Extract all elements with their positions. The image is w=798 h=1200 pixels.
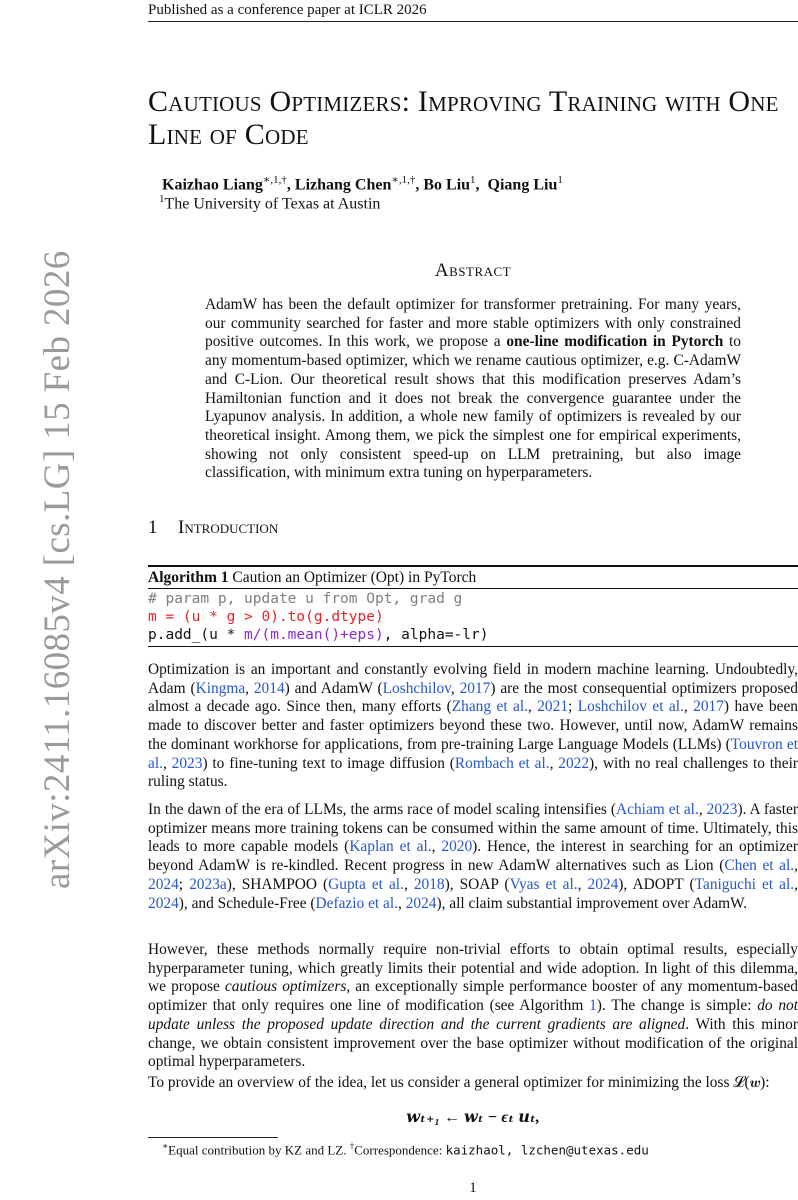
paragraph-text: ;	[178, 875, 190, 893]
running-header: Published as a conference paper at ICLR 2026	[148, 2, 427, 18]
citation-link[interactable]: 2024	[148, 894, 179, 912]
citation-link[interactable]: Chen et al.	[724, 857, 795, 875]
display-equation: 𝒘ₜ₊₁ ← 𝒘ₜ − ϵₜ 𝒖ₜ,	[406, 1109, 540, 1126]
author-name: Kaizhao Liang	[162, 176, 263, 194]
citation-link[interactable]: 2020	[441, 838, 473, 856]
algorithm-ref-link[interactable]: 1	[589, 997, 597, 1015]
footnote-mark: †	[349, 1141, 355, 1151]
code-line-update-b: m/(m.mean()+eps)	[244, 626, 384, 643]
author-marks: 1	[557, 174, 563, 186]
paragraph-text: ). A faster optimizer means more training tokens can be consumed within the same amount of time. Ultimately, this leads to more capable models (	[148, 801, 798, 856]
paragraph-text: ,	[403, 875, 414, 893]
footnote-text: Equal contribution by KZ and LZ.	[168, 1142, 350, 1158]
citation-link[interactable]: Loshchilov et al.	[577, 698, 684, 716]
paragraph-text: ,	[162, 754, 172, 772]
section-heading	[148, 517, 278, 539]
footnote-rule	[148, 1137, 278, 1138]
code-line-comment: # param p, update u from Opt, grad g	[148, 590, 463, 607]
abstract-text: to any momentum-based optimizer, which we rename cautious optimizer, e.g. C-AdamW and C-Lion. Our theoretical result shows that this modification preserves Adam’s Hamiltonian function and it does not break the convergence guarantee under the Lyapunov analysis. In addition, a whole new family of optimizers is revealed by our theoretical insight. Among them, we pick the simplest one for empirical experiments, showing not only consistent speed-up on LLM pretraining, but also image classification, with minimum extra tuning on hyperparameters.	[205, 333, 742, 482]
footnote-text: Correspondence:	[354, 1142, 446, 1158]
abstract-heading: Abstract	[434, 260, 512, 281]
paragraph-text: ,	[549, 754, 559, 772]
paragraph-text: ,	[794, 875, 798, 893]
page-number: 1	[469, 1180, 477, 1196]
citation-link[interactable]: 2023	[706, 801, 738, 818]
code-block	[148, 589, 798, 646]
paragraph-text: Optimization is an important and constantly evolving field in modern machine learning. Undoubtedly, Adam (	[148, 661, 798, 697]
paragraph	[148, 801, 798, 913]
paragraph-text: ,	[698, 801, 707, 818]
section-number: 1	[148, 517, 158, 538]
paragraph-text: ). Hence, the interest in searching for an optimizer beyond AdamW is re-kindled. Recent progress in new AdamW alternatives such as Lion (	[148, 838, 798, 875]
citation-link[interactable]: 2017	[459, 679, 491, 697]
author-marks: ∗,1,†	[262, 174, 287, 186]
citation-link[interactable]: Defazio et al.	[315, 894, 398, 912]
footnote	[162, 1141, 649, 1158]
citation-link[interactable]: Touvron et al.	[148, 735, 798, 772]
emphasis: cautious optimizers	[224, 978, 347, 996]
code-line-update-c: , alpha=-lr)	[383, 626, 489, 643]
inline-math: 𝓛(𝒘):	[733, 1074, 770, 1091]
citation-link[interactable]: 2024	[148, 875, 179, 893]
citation-link[interactable]: Rombach et al.	[454, 754, 550, 772]
header-rule	[148, 21, 798, 22]
paragraph-text: , an exceptionally simple performance booster of any momentum-based optimizer that only requires one line of modification (see Algorithm	[148, 978, 798, 1015]
citation-link[interactable]: 2022	[558, 754, 590, 772]
citation-link[interactable]: 2021	[537, 698, 569, 716]
algorithm-label: Algorithm 1	[148, 568, 229, 586]
algorithm-box	[148, 565, 798, 647]
affiliation	[159, 193, 380, 213]
paragraph-text: ,	[527, 698, 538, 716]
citation-link[interactable]: Kingma	[195, 679, 246, 697]
paper-title: Cautious Optimizers: Improving Training with One Line of Code	[148, 85, 779, 151]
paragraph-text: However, these methods normally require non-trivial efforts to obtain optimal results, especially hyperparameter tuning, which greatly limits their potential and wide adoption. In light of this dilemma, we propose	[148, 941, 798, 996]
paragraph-text: ) have been made to discover better and faster optimizers beyond these two. However, until now, AdamW remains the dominant workhorse for applications, from pre-training Large Language Models (LLMs) (	[148, 698, 798, 753]
arxiv-stamp: arXiv:2411.16085v4 [cs.LG] 15 Feb 2026	[37, 250, 78, 889]
citation-link[interactable]: 2018	[413, 875, 445, 893]
paragraph-text: ), SHAMPOO (	[226, 875, 329, 893]
paragraph-text: ,	[398, 894, 406, 912]
code-line-mask: m = (u * g > 0).to(g.dtype)	[148, 608, 384, 625]
citation-link[interactable]: Loshchilov	[382, 679, 451, 697]
paragraph-text: ). The change is simple:	[596, 997, 758, 1015]
author-list: Kaizhao Liang$^{∗,1,\dagger}$, Lizhang Chen$^{∗,1,\dagger}$, Bo Liu$^1$, Qiang Liu$^1$	[162, 174, 563, 194]
paragraph-text: To provide an overview of the idea, let us consider a general optimizer for minimizing the loss	[148, 1074, 734, 1091]
paragraph-text: ,	[683, 698, 694, 716]
code-line-update-a: p.add_(u *	[148, 626, 245, 643]
section-title: Introduction	[178, 517, 279, 538]
footnote-mark: ∗	[162, 1141, 169, 1151]
paragraph	[148, 1074, 798, 1093]
citation-link[interactable]: Vyas et al.	[509, 875, 578, 893]
paragraph	[148, 941, 798, 1072]
paragraph-text: ,	[794, 857, 798, 875]
paragraph-text: ,	[577, 875, 588, 893]
paragraph-text: ,	[431, 838, 442, 856]
emphasis: do not update unless the proposed update direction and the current gradients are aligned	[148, 997, 798, 1033]
paragraph-text: ), with no real challenges to their ruling status.	[148, 754, 798, 791]
author-name: Bo Liu	[423, 176, 471, 194]
paragraph-text: ) and AdamW (	[284, 679, 383, 697]
citation-link[interactable]: 2014	[253, 679, 285, 697]
citation-link[interactable]: 2024	[587, 875, 619, 893]
paragraph-text: In the dawn of the era of LLMs, the arms race of model scaling intensifies (	[148, 801, 617, 818]
citation-link[interactable]: 2024	[405, 894, 437, 912]
citation-link[interactable]: Zhang et al.	[451, 698, 528, 716]
author-marks: ∗,1,†	[391, 174, 416, 186]
citation-link[interactable]: Kaplan et al.	[349, 838, 432, 856]
author-name: Lizhang Chen	[294, 176, 392, 194]
paragraph-text: ), ADOPT (	[618, 875, 695, 893]
citation-link[interactable]: 2017	[693, 698, 724, 716]
paragraph-text: ), SOAP (	[444, 875, 510, 893]
citation-link[interactable]: 2023	[171, 754, 203, 772]
paragraph-text: ,	[450, 679, 460, 697]
paragraph-text: . With this minor change, we obtain consistent improvement over the base optimizer without modification of the original optimal hyperparameters.	[148, 1015, 798, 1071]
algorithm-rule-bottom	[148, 646, 798, 648]
abstract-text: AdamW has been the default optimizer for transformer pretraining. For many years, our community searched for faster and more stable optimizers with only constrained positive outcomes. In this work, we propose a	[205, 296, 741, 351]
author-name: Qiang Liu	[487, 176, 558, 194]
paragraph-text: ), all claim substantial improvement over AdamW.	[436, 894, 748, 912]
algorithm-caption-text: Caution an Optimizer (Opt) in PyTorch	[232, 568, 477, 586]
citation-link[interactable]: Taniguchi et al.	[694, 875, 795, 893]
citation-link[interactable]: 2023a	[189, 875, 227, 893]
paragraph-text: ) are the most consequential optimizers proposed almost a decade ago. Since then, many efforts (	[148, 679, 798, 716]
author-marks: 1	[470, 174, 476, 186]
paragraph	[148, 661, 798, 792]
citation-link[interactable]: Achiam et al.	[616, 801, 699, 818]
paragraph-text: ), and Schedule-Free (	[178, 894, 316, 912]
citation-link[interactable]: Gupta et al.	[328, 875, 404, 893]
affiliation-mark: 1	[159, 193, 165, 205]
algorithm-caption	[148, 567, 798, 587]
paragraph-text: ;	[568, 698, 578, 716]
affiliation-name: The University of Texas at Austin	[164, 195, 381, 213]
paragraph-text: ) to fine-tuning text to image diffusion (	[202, 754, 455, 772]
footnote-emails: kaizhaol, lzchen@utexas.edu	[445, 1142, 649, 1158]
paragraph-text: ,	[245, 679, 254, 697]
abstract-bold: one-line modification in Pytorch	[506, 333, 724, 351]
abstract-body	[205, 296, 741, 483]
